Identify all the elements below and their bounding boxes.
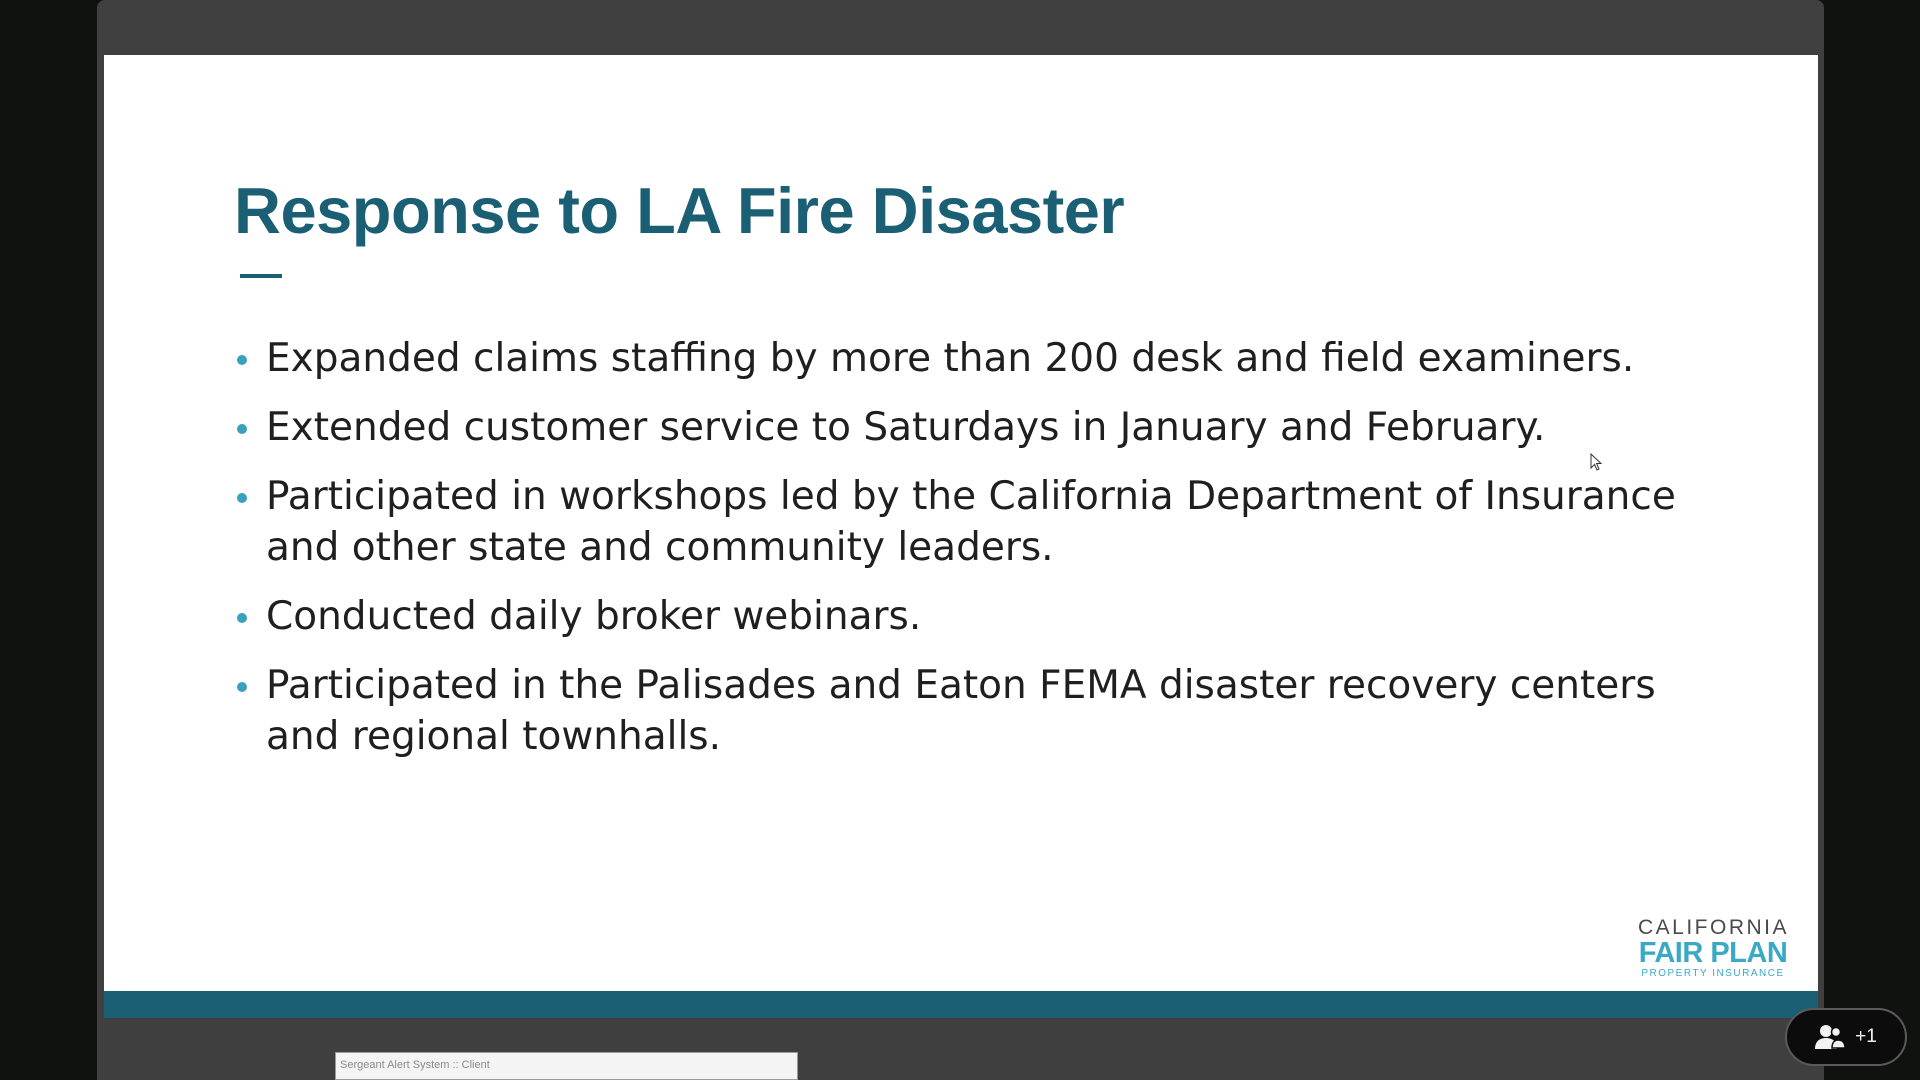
bullet-dot-icon	[237, 493, 247, 503]
logo-line-fair-plan: FAIR PLAN	[1638, 937, 1788, 969]
slide-footer-bar	[104, 991, 1818, 1018]
presentation-slide	[104, 55, 1818, 991]
bullet-item	[234, 660, 1704, 762]
bullet-dot-icon	[237, 682, 247, 692]
participants-count: +1	[1855, 1026, 1877, 1047]
bullet-item	[234, 591, 1704, 642]
bullet-dot-icon	[237, 424, 247, 434]
taskbar-window-item[interactable]	[335, 1052, 798, 1080]
logo-line-property-insurance: PROPERTY INSURANCE	[1641, 968, 1785, 979]
bullet-text: Conducted daily broker webinars.	[266, 594, 922, 639]
share-frame-top-bar	[97, 0, 1824, 55]
mouse-cursor-icon	[1590, 453, 1602, 471]
bullet-text: Participated in workshops led by the California Department of Insurance and other state and community leaders.	[266, 474, 1676, 570]
title-underline-dash	[240, 274, 282, 278]
taskbar-window-title: Sergeant Alert System :: Client	[340, 1059, 490, 1071]
bullet-text: Extended customer service to Saturdays in January and February.	[266, 405, 1546, 450]
screen-share-frame	[97, 0, 1824, 1080]
bullet-item	[234, 402, 1704, 453]
bullet-list	[234, 333, 1704, 780]
bullet-text: Participated in the Palisades and Eaton FEMA disaster recovery centers and regional townhalls.	[266, 663, 1656, 759]
bullet-item	[234, 333, 1704, 384]
logo-line-california: CALIFORNIA	[1638, 916, 1790, 939]
bullet-dot-icon	[237, 613, 247, 623]
participants-button[interactable]	[1785, 1008, 1907, 1066]
bullet-item	[234, 471, 1704, 573]
bullet-dot-icon	[237, 355, 247, 365]
california-fair-plan-logo	[1638, 917, 1788, 980]
slide-title: Response to LA Fire Disaster	[234, 174, 1125, 247]
people-icon	[1815, 1024, 1845, 1050]
bullet-text: Expanded claims staffing by more than 200 desk and field examiners.	[266, 336, 1635, 381]
